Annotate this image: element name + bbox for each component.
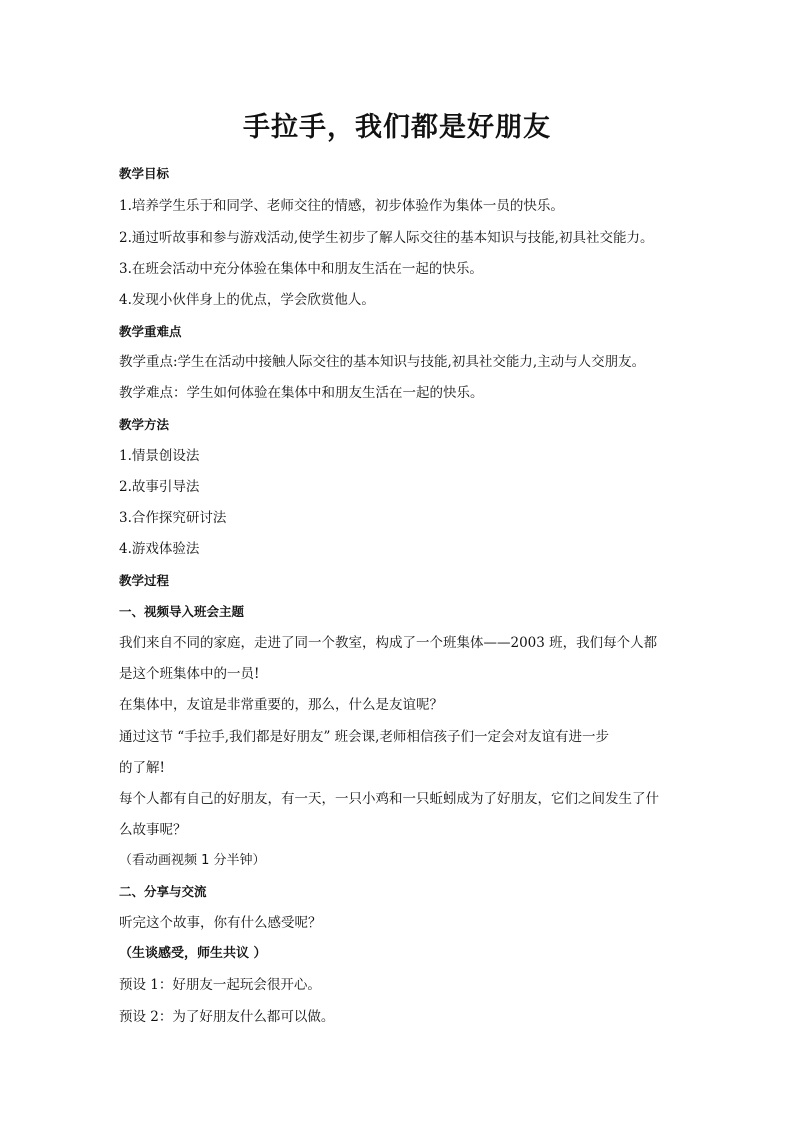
paragraph-line: 每个人都有自己的好朋友，有一天，一只小鸡和一只蚯蚓成为了好朋友，它们之间发生了什 [119,791,659,807]
discussion-note: （生谈感受，师生共议 ） [119,946,267,961]
section-heading-methods: 教学方法 [119,417,170,432]
goal-item: 1.培养学生乐于和同学、老师交往的情感，初步体验作为集体一员的快乐。 [119,198,564,214]
subsection-heading-part2: 二、分享与交流 [119,884,207,899]
section-heading-goals: 教学目标 [119,166,170,181]
section-heading-process: 教学过程 [119,573,170,588]
goal-item: 2.通过听故事和参与游戏活动,使学生初步了解人际交往的基本知识与技能,初具社交能力。 [119,230,654,246]
preset-item: 预设 1：好朋友一起玩会很开心。 [119,977,321,993]
paragraph-line: 在集体中，友谊是非常重要的，那么，什么是友谊呢？ [119,697,443,713]
paragraph-line: 的了解! [119,760,165,776]
video-note: （看动画视频 1 分半钟） [119,853,266,868]
key-point-difficulty: 教学难点：学生如何体验在集体中和朋友生活在一起的快乐。 [119,385,484,401]
paragraph-line: 么故事呢？ [119,822,187,838]
method-item: 3.合作探究研讨法 [119,510,227,526]
document-title: 手拉手，我们都是好朋友 [243,112,551,143]
preset-item: 预设 2：为了好朋友什么都可以做。 [119,1009,335,1025]
method-item: 4.游戏体验法 [119,541,200,557]
method-item: 2.故事引导法 [119,479,200,495]
goal-item: 4.发现小伙伴身上的优点，学会欣赏他人。 [119,292,375,308]
paragraph-line: 是这个班集体中的一员! [119,666,260,682]
goal-item: 3.在班会活动中充分体验在集体中和朋友生活在一起的快乐。 [119,261,483,277]
paragraph-line: 通过这节 “手拉手,我们都是好朋友” 班会课,老师相信孩子们一定会对友谊有进一步 [119,729,609,745]
subsection-heading-part1: 一、视频导入班会主题 [119,604,245,619]
paragraph-line: 我们来自不同的家庭，走进了同一个教室，构成了一个班集体——2003 班，我们每个人都 [119,635,658,651]
section-heading-key-points: 教学重难点 [119,324,182,339]
method-item: 1.情景创设法 [119,448,200,464]
key-point-focus: 教学重点:学生在活动中接触人际交往的基本知识与技能,初具社交能力,主动与人交朋友。 [119,354,646,370]
paragraph-line: 听完这个故事，你有什么感受呢？ [119,915,322,931]
